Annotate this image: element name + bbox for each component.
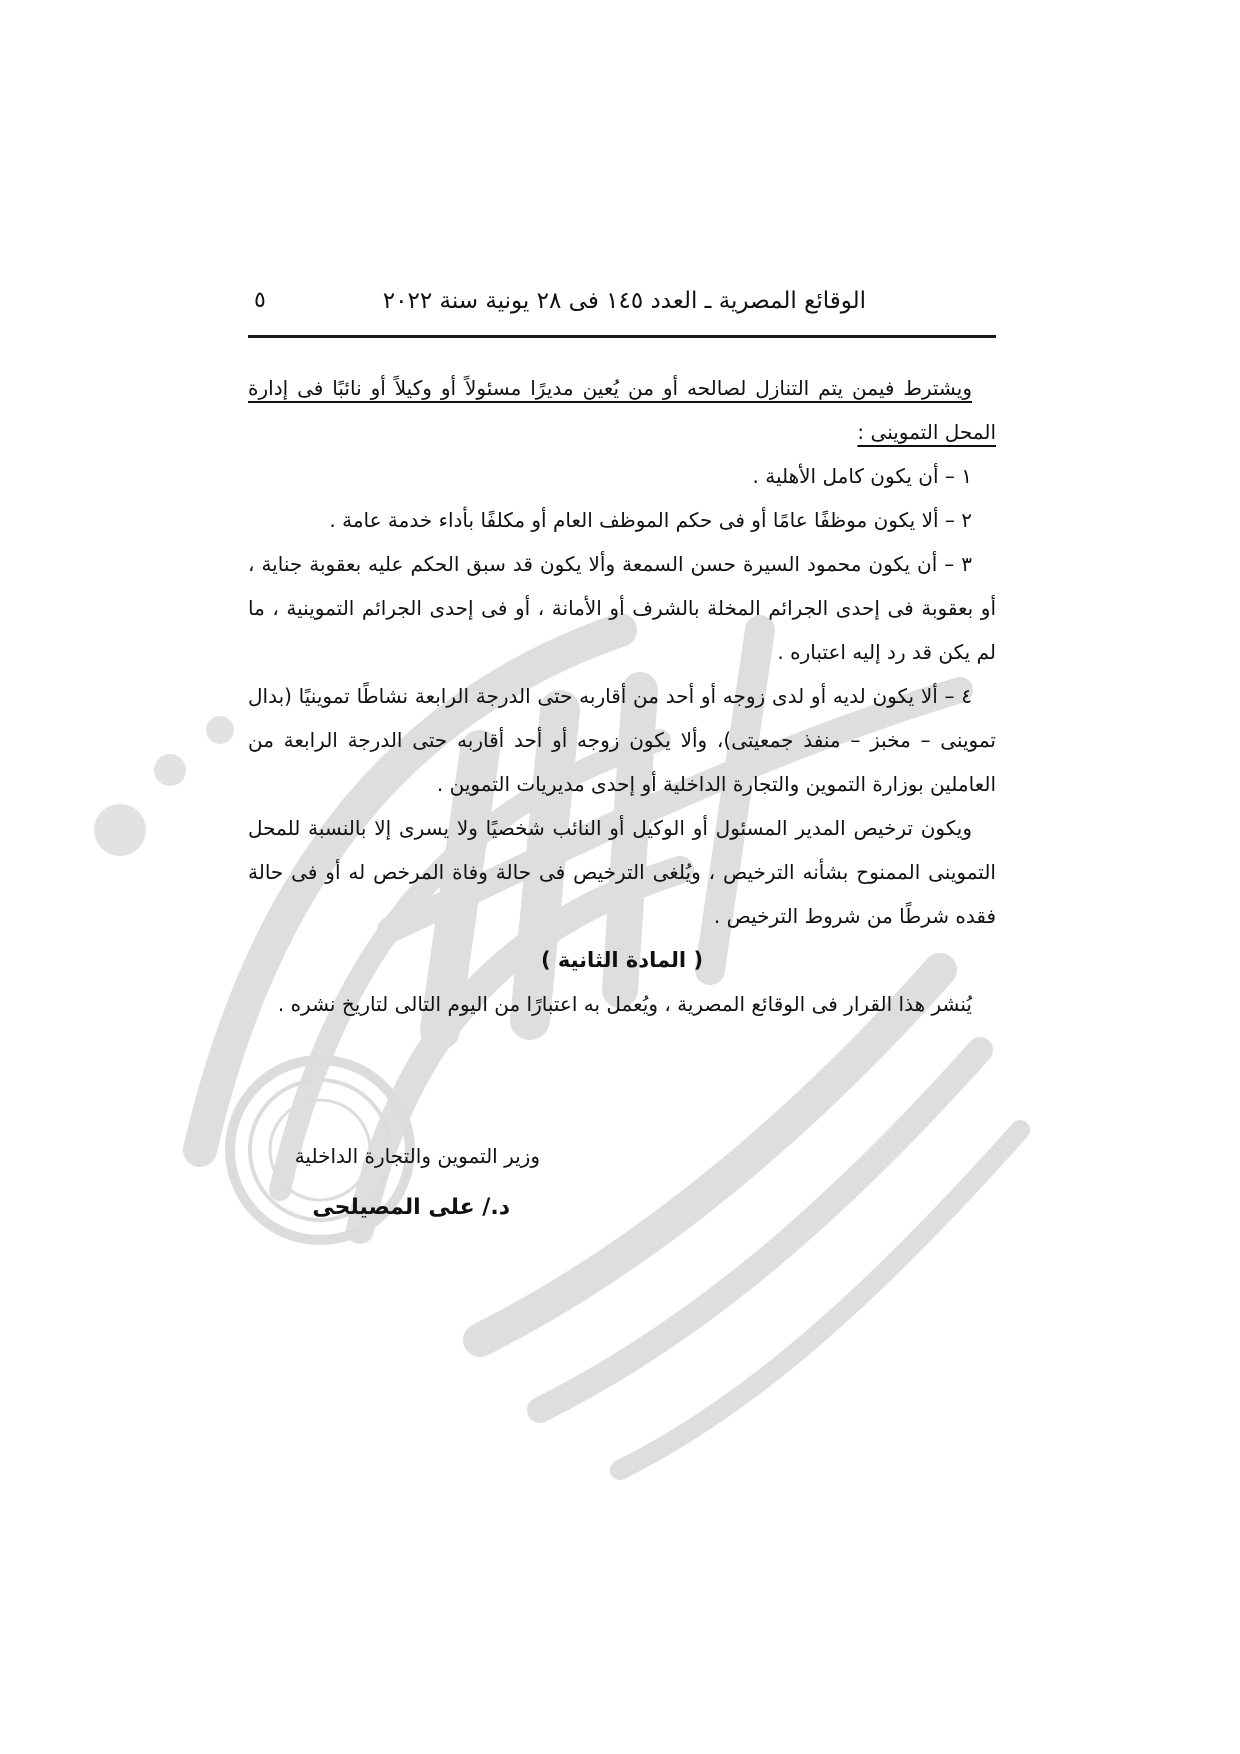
condition-item-3: ٣ – أن يكون محمود السيرة حسن السمعة وألا يكون قد سبق الحكم عليه بعقوبة جناية ، أو بعقوبة فى إحدى الجرائم المخلة بالشرف أو الأمانة ، أو فى إحدى الجرائم التموينية ، ما لم يكن قد رد إليه اعتباره . <box>248 552 996 664</box>
condition-item-2: ٢ – ألا يكون موظفًا عامًا أو فى حكم الموظف العام أو مكلفًا بأداء خدمة عامة . <box>329 508 972 532</box>
signatory-name: د./ على المصيلحى <box>312 1195 510 1220</box>
page-number: ٥ <box>254 288 266 313</box>
publication-paragraph: يُنشر هذا القرار فى الوقائع المصرية ، ويُعمل به اعتبارًا من اليوم التالى لتاريخ نشره . <box>277 992 972 1016</box>
license-paragraph: ويكون ترخيص المدير المسئول أو الوكيل أو النائب شخصيًا ولا يسرى إلا بالنسبة للمحل التموينى الممنوح بشأنه الترخيص ، ويُلغى الترخيص فى حالة وفاة المرخص له أو فى حالة فقده شرطًا من شروط الترخيص . <box>248 816 996 928</box>
signature-block <box>295 1134 540 1230</box>
page-header <box>248 282 996 326</box>
document-body <box>248 366 996 1026</box>
condition-item-1: ١ – أن يكون كامل الأهلية . <box>752 464 972 488</box>
article-heading: ( المادة الثانية ) <box>540 948 704 972</box>
signatory-title: وزير التموين والتجارة الداخلية <box>294 1144 540 1168</box>
header-divider <box>248 335 996 338</box>
condition-item-4: ٤ – ألا يكون لديه أو لدى زوجه أو أحد من أقاربه حتى الدرجة الرابعة نشاطًا تموينيًا (بدال تموينى – مخبز – منفذ جمعيتى)، وألا يكون زوجه أو أحد أقاربه حتى الدرجة الرابعة من العاملين بوزارة التموين والتجارة الداخلية أو إحدى مديريات التموين . <box>248 684 996 796</box>
gazette-header-title: الوقائع المصرية ـ العدد ١٤٥ فى ٢٨ يونية سنة ٢٠٢٢ <box>382 288 866 314</box>
intro-text: ويشترط فيمن يتم التنازل لصالحه أو من يُعين مديرًا مسئولاً أو وكيلاً أو نائبًا فى إدارة المحل التموينى : <box>248 376 996 444</box>
intro-paragraph <box>248 366 996 454</box>
